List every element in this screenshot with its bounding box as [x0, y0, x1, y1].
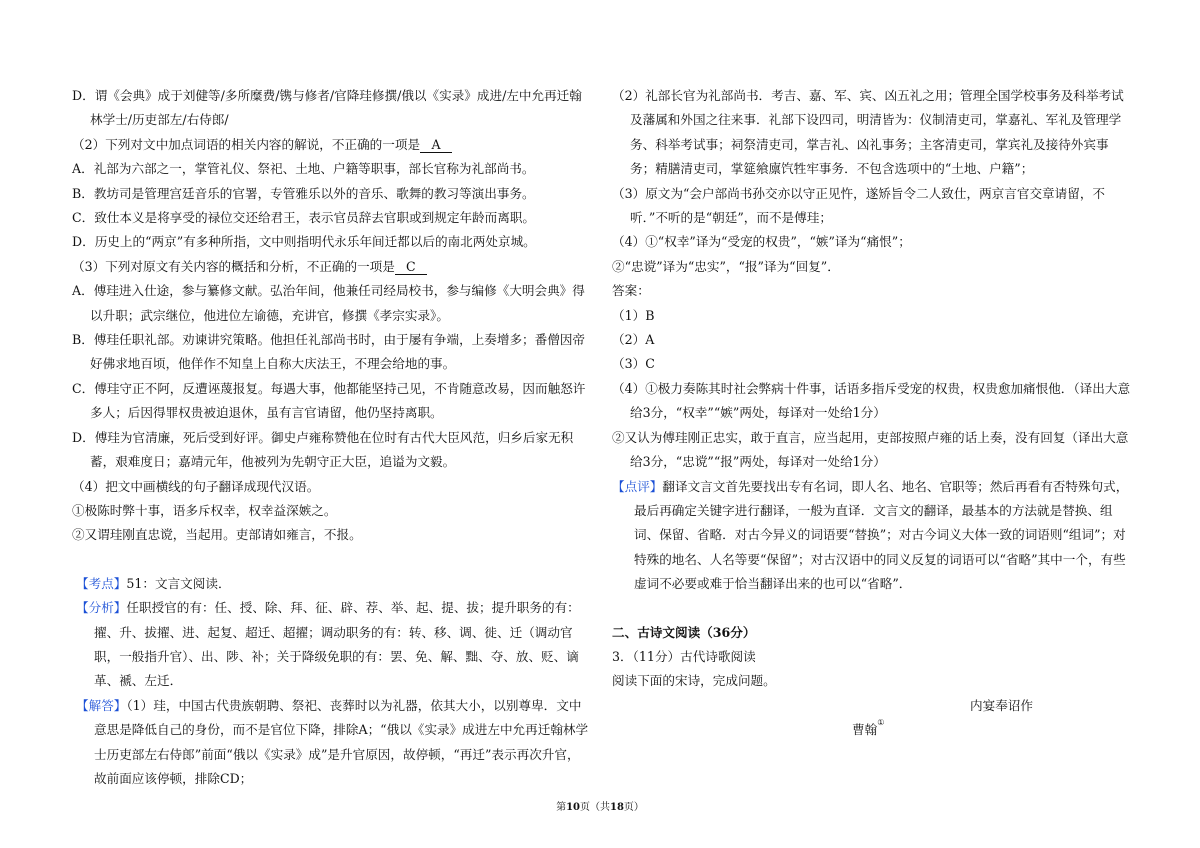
answer-4-2: ②又认为傅珪刚正忠实，敢于直言，应当起用，吏部按照卢雍的话上奏，没有回复（译出大意给3分，“忠谠”“报”两处，每译对一处给1分） [612, 429, 1129, 470]
footer-mid: 页（共 [580, 802, 610, 813]
footer-suffix: 页） [623, 802, 644, 813]
q3-answer-blank: C [395, 259, 427, 275]
q4-stem: （4）把文中画横线的句子翻译成现代汉语。 [72, 478, 320, 494]
q1-option-d: D．谓《会典》成于刘健等/多所糜费/镌与修者/官降珪修撰/俄以《实录》成进/左中允再迁翰林学士/历吏部左/右侍郎/ [72, 88, 582, 128]
analysis-4-2: ②“忠谠”译为“忠实”，“报”译为“回复”． [612, 258, 840, 274]
footer-total-pages: 18 [610, 802, 624, 813]
fenxi-section [72, 596, 590, 694]
jieda-text: （1）珪，中国古代贵族朝聘、祭祀、丧葬时以为礼器，依其大小，以别尊卑．文中意思是降低自己的身份，而不是官位下降，排除A；“俄以《实录》成进左中允再迁翰林学士历吏部左右侍郎”前面“俄以《实录》成”是升官原因，故停顿，“再迁”表示再次升官，故前面应该停顿，排除CD； [94, 697, 589, 786]
poem-author [612, 718, 1132, 742]
section-2-heading: 二、古诗文阅读（36分） [612, 624, 756, 640]
jieda-section [72, 694, 590, 792]
footer-prefix: 第 [556, 802, 567, 813]
analysis-3: （3）原文为“会户部尚书孙交亦以守正见忤，遂矫旨令二人致仕，两京言官交章请留，不听．”不听的是“朝廷”，而不是傅珪； [612, 185, 1106, 226]
analysis-4-1: （4）①“权幸”译为“受宠的权贵”，“嫉”译为“痛恨”； [612, 234, 911, 250]
answer-1: （1）B [612, 307, 655, 323]
answer-label: 答案： [612, 283, 650, 299]
question-3-intro: 阅读下面的宋诗，完成问题。 [612, 673, 776, 689]
q2-stem [72, 133, 590, 157]
q2-option-b: B．教坊司是管理宫廷音乐的官署，专管雅乐以外的音乐、歌舞的教习等演出事务。 [72, 185, 535, 201]
q2-option-a: A．礼部为六部之一，掌管礼仪、祭祀、土地、户籍等职事，部长官称为礼部尚书。 [72, 161, 535, 177]
footer-page-number: 10 [566, 802, 580, 813]
answer-4-1: （4）①极力奏陈其时社会弊病十件事，话语多指斥受宠的权贵，权贵愈加痛恨他．（译出大意给3分，“权幸”“嫉”两处，每译对一处给1分） [612, 380, 1131, 421]
answer-2: （2）A [612, 332, 655, 348]
poem-title: 内宴奉诏作 [970, 697, 1033, 713]
dianping-tag: 【点评】 [612, 478, 663, 494]
q3-option-d: D．傅珪为官清廉，死后受到好评。御史卢雍称赞他在位时有古代大臣风范，归乡后家无积蓄，艰难度日；嘉靖元年，他被列为先朝守正大臣，追谥为文毅。 [72, 429, 574, 470]
q2-answer-blank: A [420, 137, 452, 153]
dianping-text: 翻译文言文首先要找出专有名词，即人名、地名、官职等；然后再看有否特殊句式，最后再确定关键字进行翻译，一般为直译．文言文的翻译，最基本的方法就是替换、组词、保留、省略．对古今异义的词语要“替换”；对古今词义大体一致的词语则“组词”；对特殊的地名、人名等要“保留”；对古汉语中的同义反复的词语可以“省略”其中一个，有些虚词不必要或难于恰当翻译出来的也可以“省略”． [634, 478, 1129, 592]
kaodian-text: 51：文言文阅读． [126, 575, 231, 591]
kaodian-tag: 【考点】 [76, 575, 127, 591]
fenxi-tag: 【分析】 [76, 600, 127, 616]
fenxi-text: 任职授官的有：任、授、除、拜、征、辟、荐、举、起、提、拔；提升职务的有：擢、升、拔擢、进、起复、超迁、超擢；调动职务的有：转、移、调、徙、迁（调动官职，一般指升官）、出、陟、补；关于降级免职的有：罢、免、解、黜、夺、放、贬、谪 革、褫、左迁． [94, 600, 580, 689]
q3-stem-text: （3）下列对原文有关内容的概括和分析，不正确的一项是 [72, 258, 395, 274]
q3-stem [72, 255, 590, 279]
poem-author-name: 曹翰 [852, 722, 878, 738]
spacer [72, 548, 590, 572]
q3-option-b: B．傅珪任职礼部。劝谏讲究策略。他担任礼部尚书时，由于屡有争端，上奏增多；番僧因帝好佛求地百顷，他佯作不知皇上自称大庆法王，不理会给地的事。 [72, 332, 586, 372]
kaodian-section [72, 572, 590, 596]
q3-option-c: C．傅珪守正不阿，反遭诬蔑报复。每遇大事，他都能坚持己见，不肯随意改易，因而触怒许多人；后因得罪权贵被迫退休，虽有言官请留，他仍坚持离职。 [72, 380, 586, 421]
spacer [612, 597, 1132, 621]
analysis-2: （2）礼部长官为礼部尚书．考吉、嘉、军、宾、凶五礼之用；管理全国学校事务及科举考试及藩属和外国之往来事．礼部下设四司，明清皆为：仪制清吏司，掌嘉礼、军礼及管理学务、科举考试事；祠祭清吏司，掌吉礼、凶礼事务；主客清吏司，掌宾礼及接待外宾事务；精膳清吏司，掌筵飨廪饩牲牢事务．不包含选项中的“土地、户籍”； [612, 88, 1124, 177]
q4-sentence-2: ②又谓珪刚直忠谠，当起用。吏部请如雍言，不报。 [72, 527, 362, 543]
jieda-tag: 【解答】 [76, 697, 127, 713]
page-footer [0, 801, 1200, 815]
q2-option-d: D．历史上的“两京”有多种所指，文中则指明代永乐年间迁都以后的南北两处京城。 [72, 234, 536, 250]
dianping-section [612, 475, 1132, 597]
q2-option-c: C．致仕本义是将享受的禄位交还给君王，表示官员辞去官职或到规定年龄而离职。 [72, 210, 536, 226]
answer-3: （3）C [612, 356, 655, 372]
q3-option-a: A．傅珪进入仕途，参与纂修文献。弘治年间，他兼任司经局校书，参与编修《大明会典》得以升职；武宗继位，他进位左谕德，充讲官，修撰《孝宗实录》。 [72, 283, 585, 323]
left-column [72, 84, 590, 791]
q4-sentence-1: ①极陈时弊十事，语多斥权幸，权幸益深嫉之。 [72, 502, 337, 518]
question-3-heading: 3．（11分）古代诗歌阅读 [612, 648, 756, 664]
right-column [612, 84, 1132, 743]
q2-stem-text: （2）下列对文中加点词语的相关内容的解说，不正确的一项是 [72, 136, 421, 152]
footnote-marker: ① [877, 718, 885, 728]
